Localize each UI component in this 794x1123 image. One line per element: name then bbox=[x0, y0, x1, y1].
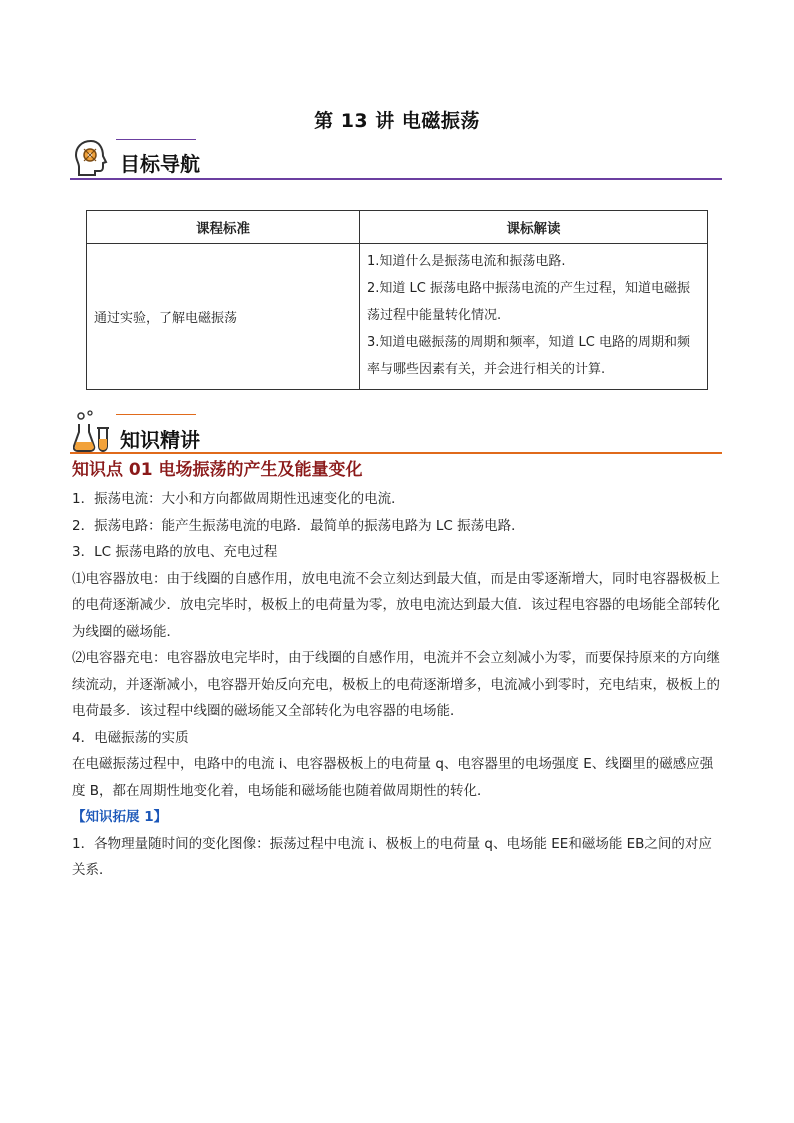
section-title-goals: 目标导航 bbox=[120, 152, 200, 176]
paragraph: ⑵电容器充电：电容器放电完毕时，由于线圈的自感作用，电流并不会立刻减小为零，而要保持原来的方向继续流动，并逐渐减小，电容器开始反向充电，极板上的电荷逐渐增多，电流减小到零时，充电结束，极板上的电荷最多．该过程中线圈的磁场能又全部转化为电容器的电场能． bbox=[72, 650, 720, 719]
table-row bbox=[87, 244, 708, 390]
section-divider bbox=[70, 178, 722, 180]
interpretation-item: 1.知道什么是振荡电流和振荡电路. bbox=[367, 254, 566, 269]
extension-tag: 【知识拓展 1】 bbox=[72, 809, 168, 825]
table-header-interpretation: 课标解读 bbox=[360, 211, 708, 244]
paragraph: 3．LC 振荡电路的放电、充电过程 bbox=[72, 544, 278, 560]
paragraph: 4．电磁振荡的实质 bbox=[72, 729, 189, 746]
paragraph: 2．振荡电路：能产生振荡电流的电路．最简单的振荡电路为 LC 振荡电路． bbox=[72, 517, 525, 534]
decor-line bbox=[116, 414, 196, 415]
knowledge-point-title: 知识点 01 电场振荡的产生及能量变化 bbox=[72, 460, 363, 480]
paragraph: 1．振荡电流：大小和方向都做周期性迅速变化的电流． bbox=[72, 491, 405, 507]
standard-cell: 通过实验，了解电磁振荡 bbox=[87, 244, 360, 390]
paragraph: ⑴电容器放电：由于线圈的自感作用，放电电流不会立刻达到最大值，而是由零逐渐增大，同时电容器极板上的电荷逐渐减少．放电完毕时，极板上的电荷量为零，放电电流达到最大值．该过程电容器的电场能全部转化为线圈的磁场能． bbox=[72, 570, 720, 640]
paragraph: 1．各物理量随时间的变化图像：振荡过程中电流 i、极板上的电荷量 q、电场能 EE和磁场能 EB之间的对应关系． bbox=[72, 835, 712, 878]
table-header-row bbox=[87, 211, 708, 244]
brain-gear-icon bbox=[73, 138, 109, 178]
section-title-knowledge: 知识精讲 bbox=[120, 428, 200, 452]
page-title: 第 13 讲 电磁振荡 bbox=[314, 110, 480, 132]
content-body bbox=[72, 486, 724, 884]
section-divider bbox=[70, 452, 722, 454]
section-header-goals bbox=[70, 136, 722, 180]
section-header-knowledge bbox=[70, 408, 722, 454]
interpretation-cell bbox=[360, 244, 708, 390]
paragraph: 在电磁振荡过程中，电路中的电流 i、电容器极板上的电荷量 q、电容器里的电场强度 E、线圈里的磁感应强度 B，都在周期性地变化着，电场能和磁场能也随着做周期性的转化． bbox=[72, 756, 714, 799]
curriculum-table bbox=[86, 210, 708, 390]
interpretation-item: 3.知道电磁振荡的周期和频率，知道 LC 电路的周期和频率与哪些因素有关，并会进行相关的计算. bbox=[367, 335, 690, 377]
lab-flask-icon bbox=[73, 410, 109, 450]
decor-line bbox=[116, 139, 196, 140]
interpretation-item: 2.知道 LC 振荡电路中振荡电流的产生过程，知道电磁振荡过程中能量转化情况. bbox=[367, 281, 690, 323]
table-header-standard: 课程标准 bbox=[87, 211, 360, 244]
